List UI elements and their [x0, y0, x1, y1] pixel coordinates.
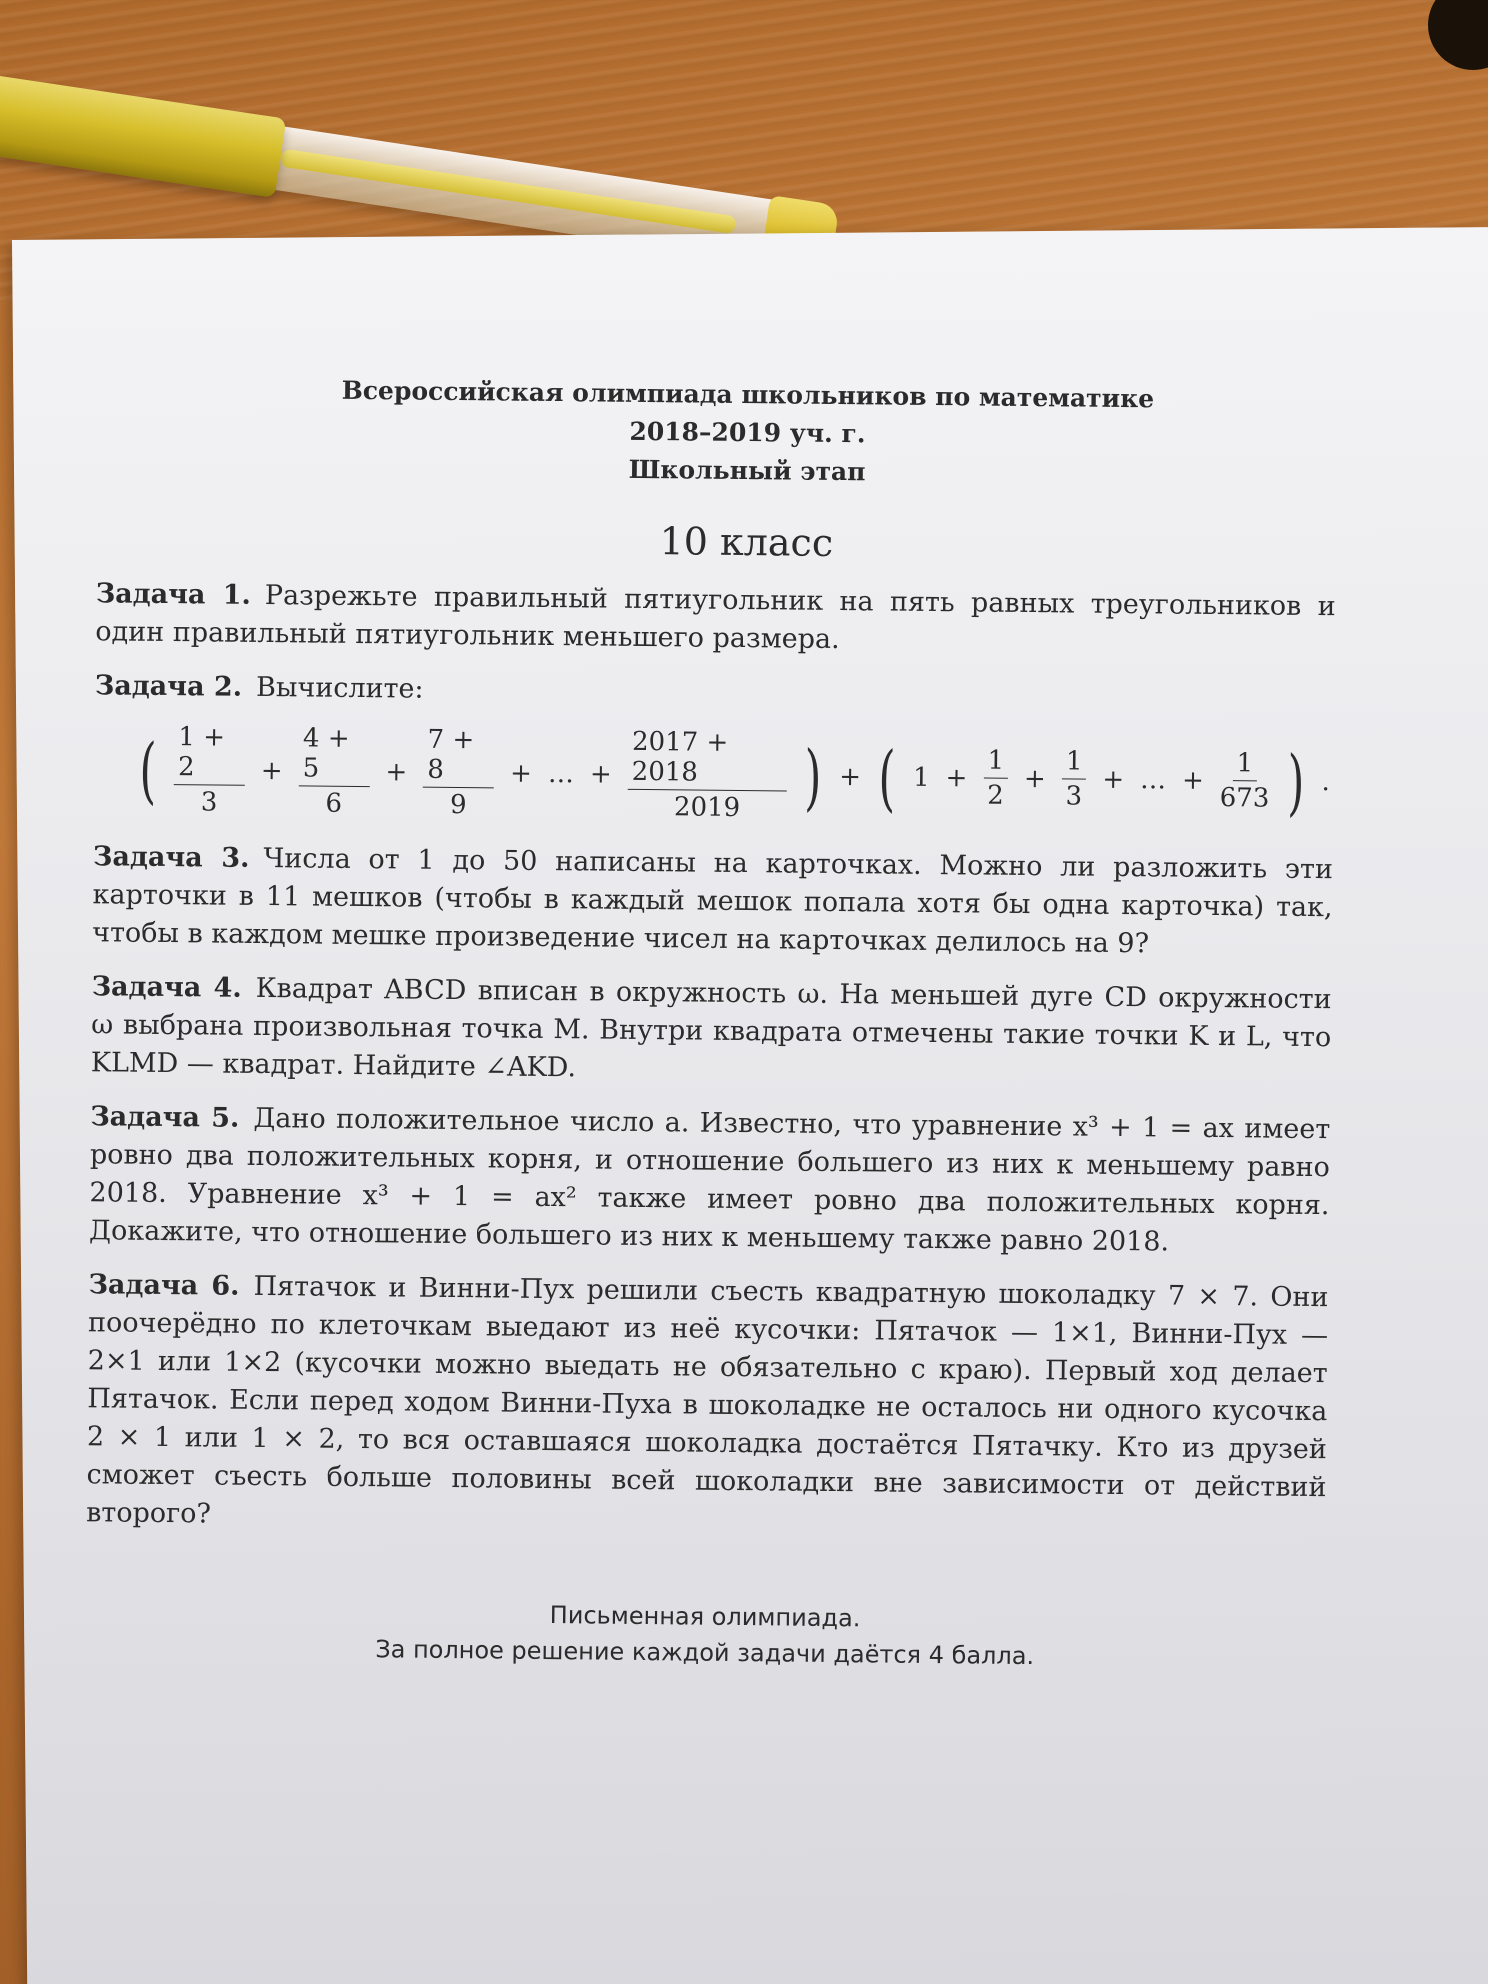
- sheet-content: [85, 369, 1338, 1677]
- numerator: 2017 + 2018: [628, 727, 788, 792]
- task-text: Разрежьте правильный пятиугольник на пять равных треугольников и один правильный пятиугольник меньшего размера.: [95, 580, 1336, 656]
- plus-sign: +: [839, 761, 862, 792]
- task-label: Задача 1.: [95, 578, 252, 611]
- task-label: Задача 4.: [91, 971, 242, 1004]
- fraction: [170, 722, 250, 818]
- ellipsis: …: [1139, 764, 1167, 795]
- plus-sign: +: [1102, 764, 1125, 795]
- paren-open: (: [878, 734, 896, 820]
- olympiad-sheet: [12, 227, 1488, 1984]
- plus-sign: +: [260, 755, 283, 786]
- task-label: Задача 3.: [92, 841, 250, 874]
- task-text: Вычислите:: [255, 671, 424, 705]
- task-label: Задача 6.: [88, 1269, 240, 1302]
- fraction: [294, 723, 374, 819]
- fraction: [623, 727, 791, 824]
- fraction: [1216, 748, 1274, 814]
- paren-open: (: [139, 727, 157, 812]
- plus-sign: +: [509, 758, 533, 789]
- numerator: 7 + 8: [423, 725, 494, 789]
- denominator: 2019: [673, 792, 741, 823]
- denominator: 3: [1065, 781, 1083, 812]
- plus-sign: +: [589, 758, 612, 790]
- fraction: [1057, 746, 1090, 811]
- one-term: 1: [912, 762, 930, 793]
- task-text: Пятачок и Винни-Пух решили съесть квадратную шоколадку 7 × 7. Они поочерёдно по клеточкам выедают из неё кусочки: Пятачок — 1×1, Винни-Пух — 2×1 или 1×2 (кусочки можно выедать не обязательно с краю). Первый ход делает Пятачок. Если перед ходом Винни-Пуха в шоколадке не осталось ни одного кусочка 2 × 1 или 1 × 2, то вся оставшаяся шоколадка достаётся Пятачку. Кто из друзей сможет съесть больше половины всей шоколадки вне зависимости от действий второго?: [85, 1270, 1329, 1530]
- task-6: [86, 1266, 1329, 1545]
- numerator: 1: [1232, 748, 1257, 781]
- numerator: 1 + 2: [174, 722, 245, 786]
- task-2: [95, 667, 1335, 718]
- stage-title: Школьный этап: [628, 454, 866, 487]
- plus-sign: +: [945, 762, 968, 793]
- task-text: Числа от 1 до 50 написаны на карточках. Можно ли разложить эти карточки в 11 мешков (чтобы в каждый мешок попала хотя бы одна карточка) так, чтобы в каждом мешке произведение чисел на карточках делилось на 9?: [92, 843, 1334, 960]
- task-3: [92, 838, 1333, 965]
- denominator: 3: [200, 787, 218, 818]
- period: .: [1321, 766, 1331, 797]
- task-5: [89, 1098, 1331, 1263]
- numerator: 1: [983, 746, 1008, 779]
- footer-line-1: Письменная олимпиада.: [549, 1601, 861, 1633]
- paren-close: ): [1286, 739, 1305, 824]
- ellipsis: …: [547, 758, 575, 789]
- grade-heading: 10 класс: [659, 519, 834, 565]
- school-year: 2018–2019 уч. г.: [629, 416, 866, 449]
- task-label: Задача 5.: [90, 1101, 240, 1134]
- denominator: 2: [987, 780, 1004, 811]
- task-1: [95, 575, 1336, 664]
- fraction: [979, 746, 1012, 811]
- olympiad-title: Всероссийская олимпиада школьников по математике: [341, 375, 1155, 414]
- denominator: 673: [1219, 783, 1270, 814]
- sum-formula: [133, 722, 1334, 830]
- fraction: [419, 725, 499, 821]
- footer-note: [85, 1592, 1326, 1677]
- plus-sign: +: [385, 756, 408, 788]
- plus-sign: +: [1181, 765, 1205, 796]
- numerator: 4 + 5: [299, 723, 370, 787]
- footer-line-2: За полное решение каждой задачи даётся 4 балла.: [375, 1635, 1035, 1671]
- numerator: 1: [1062, 746, 1087, 779]
- task-text: Квадрат ABCD вписан в окружность ω. На меньшей дуге CD окружности ω выбрана произвольная точка M. Внутри квадрата отмечены такие точки K и L, что KLMD — квадрат. Найдите ∠AKD.: [90, 972, 1332, 1084]
- task-4: [91, 968, 1332, 1095]
- denominator: 6: [325, 788, 343, 819]
- paren-close: ): [804, 734, 823, 819]
- plus-sign: +: [1023, 763, 1046, 794]
- denominator: 9: [449, 789, 467, 821]
- task-label: Задача 2.: [94, 670, 243, 703]
- task-text: Дано положительное число a. Известно, что уравнение x³ + 1 = ax имеет ровно два положительных корня, и отношение большего из них к меньшему равно 2018. Уравнение x³ + 1 = ax² также имеет ровно два положительных корня. Докажите, что отношение большего из них к меньшему также равно 2018.: [88, 1102, 1331, 1258]
